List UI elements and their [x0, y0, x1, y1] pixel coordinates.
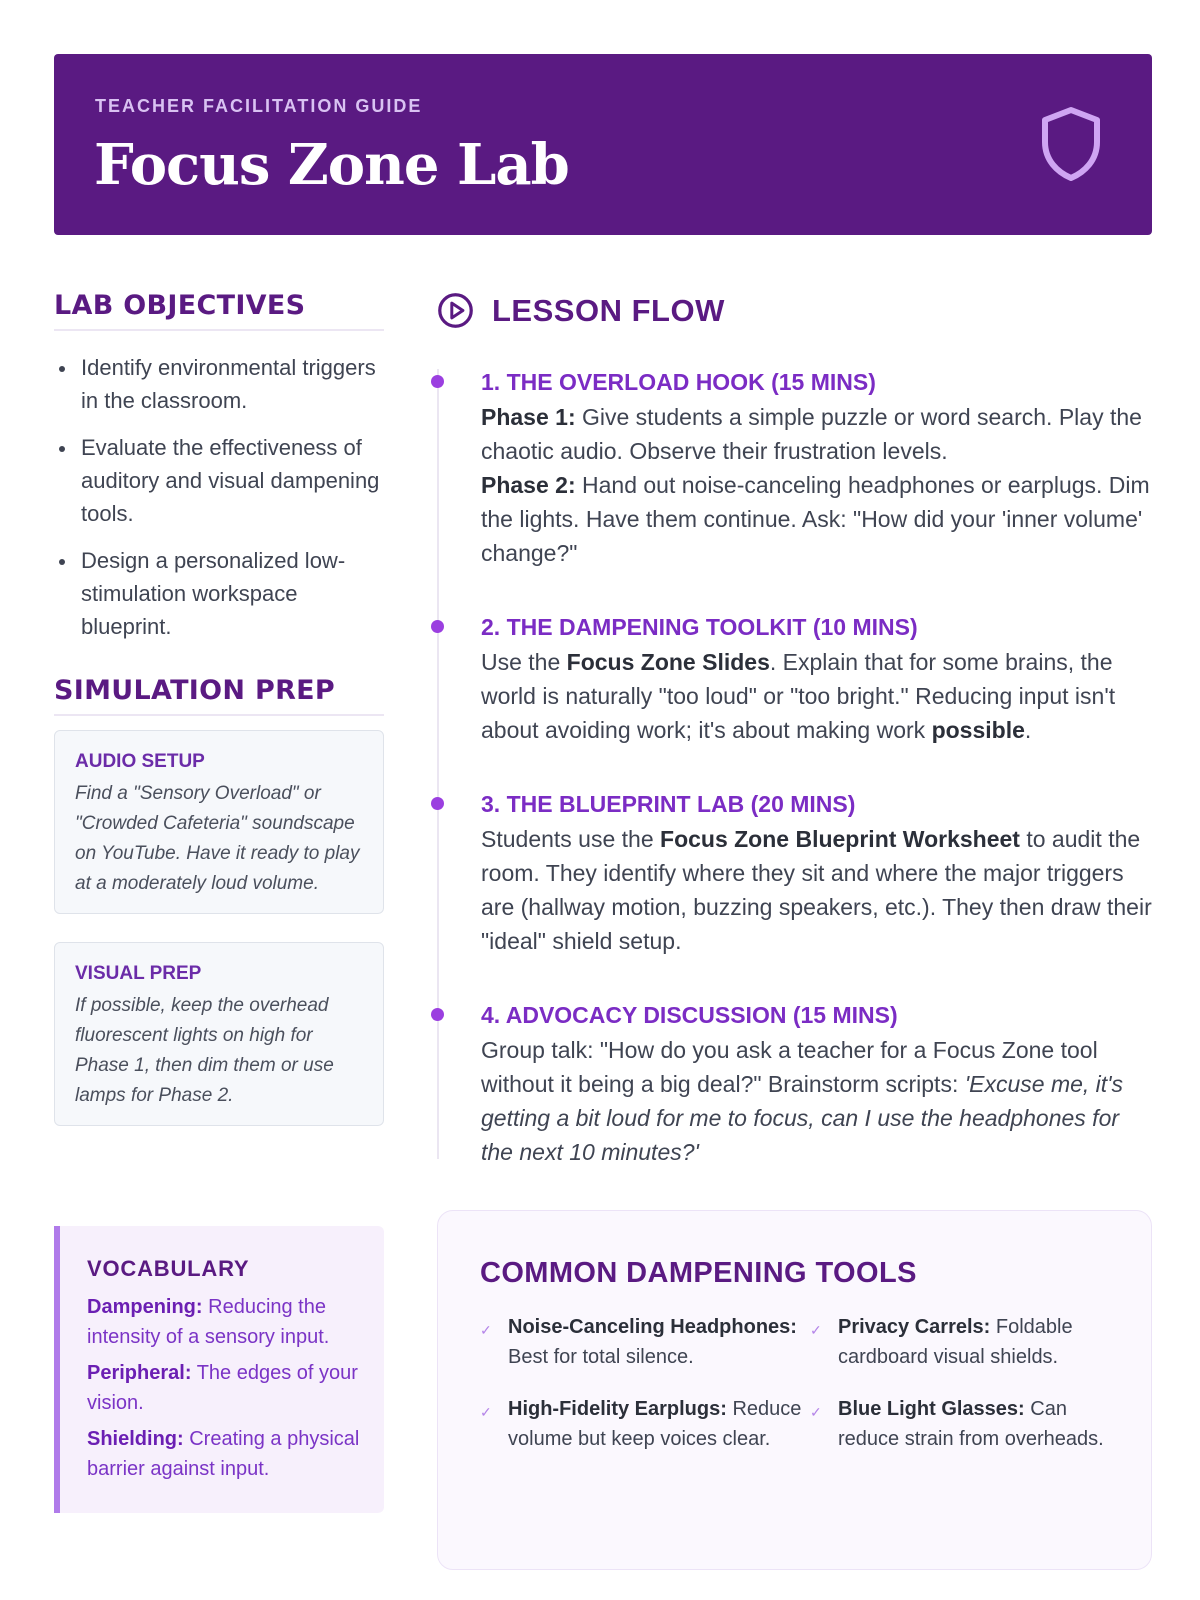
- vocab-item: [87, 1292, 360, 1352]
- vocab-def: Reducing the intensity of a sensory input.: [87, 1296, 330, 1348]
- tool-item: [480, 1394, 810, 1454]
- tools-grid: [480, 1312, 1111, 1454]
- vocab-item: [87, 1358, 360, 1418]
- dampening-tools-box: [437, 1210, 1152, 1570]
- card-body: Find a "Sensory Overload" or "Crowded Cafeteria" soundscape on YouTube. Have it ready to play at a moderately loud volume.: [75, 783, 360, 894]
- check-icon: ✓: [480, 1322, 492, 1338]
- list-item: Design a personalized low-stimulation workspace blueprint.: [54, 544, 384, 643]
- tool-name: Privacy Carrels:: [838, 1316, 991, 1338]
- step-body: [481, 1033, 1152, 1169]
- header-eyebrow: TEACHER FACILITATION GUIDE: [95, 96, 423, 116]
- card-title: AUDIO SETUP: [75, 751, 205, 772]
- vocab-def: The edges of your vision.: [87, 1362, 358, 1414]
- prep-heading: SIMULATION PREP: [54, 675, 384, 716]
- tool-desc: Best for total silence.: [508, 1346, 694, 1368]
- shield-icon: [1039, 106, 1103, 182]
- step-text: Students use the: [481, 826, 661, 852]
- step-body: [481, 822, 1152, 958]
- tool-desc: Foldable cardboard visual shields.: [838, 1316, 1073, 1368]
- objectives-heading: LAB OBJECTIVES: [54, 290, 384, 331]
- lesson-flow-header: [437, 292, 1152, 329]
- step-text: Use the: [481, 649, 567, 675]
- tools-heading: COMMON DAMPENING TOOLS: [480, 1257, 917, 1289]
- objectives-list: [54, 351, 384, 643]
- play-circle-icon: [437, 292, 474, 329]
- lesson-flow-heading: LESSON FLOW: [492, 292, 725, 328]
- visual-prep-card: [54, 942, 384, 1126]
- tool-item: [810, 1312, 1120, 1372]
- vocab-def: Creating a physical barrier against input.: [87, 1428, 360, 1480]
- tool-desc: Reduce volume but keep voices clear.: [508, 1398, 802, 1450]
- step-body: [481, 400, 1152, 570]
- step-emphasis: Focus Zone Slides: [566, 649, 770, 675]
- right-column: [437, 292, 1152, 1213]
- vocabulary-heading: VOCABULARY: [87, 1256, 250, 1281]
- tool-name: Noise-Canceling Headphones:: [508, 1316, 797, 1338]
- timeline-dot: [431, 797, 444, 810]
- lesson-timeline: [437, 369, 1152, 1169]
- phase-label: Phase 2:: [481, 472, 576, 498]
- phase-text: Hand out noise-canceling headphones or earplugs. Dim the lights. Have them continue. Ask: "How did your 'inner volume' change?": [481, 472, 1150, 566]
- timeline-step: [437, 1002, 1152, 1169]
- check-icon: ✓: [810, 1404, 822, 1420]
- timeline-step: [437, 369, 1152, 570]
- left-column: [54, 290, 384, 1126]
- timeline-step: [437, 614, 1152, 747]
- step-text: . Explain that for some brains, the world is naturally "too loud" or "too bright." Reducing input isn't about avoiding work; it's about making work: [481, 649, 1116, 743]
- tool-desc: Can reduce strain from overheads.: [838, 1398, 1104, 1450]
- audio-setup-card: [54, 730, 384, 914]
- header-banner: [54, 54, 1152, 235]
- step-text: .: [1024, 717, 1032, 743]
- step-emphasis: possible: [931, 717, 1025, 743]
- step-text: to audit the room. They identify where they sit and where the major triggers are (hallway motion, buzzing speakers, etc.). They then draw their "ideal" shield setup.: [481, 826, 1152, 954]
- check-icon: ✓: [810, 1322, 822, 1338]
- timeline-step: [437, 791, 1152, 958]
- vocab-item: [87, 1424, 360, 1484]
- tool-name: Blue Light Glasses:: [838, 1398, 1025, 1420]
- step-title: 1. THE OVERLOAD HOOK (15 MINS): [481, 369, 876, 395]
- page-title: Focus Zone Lab: [94, 132, 569, 198]
- step-body: [481, 645, 1152, 747]
- tool-item: [480, 1312, 810, 1372]
- step-title: 2. THE DAMPENING TOOLKIT (10 MINS): [481, 614, 918, 640]
- timeline-dot: [431, 375, 444, 388]
- card-title: VISUAL PREP: [75, 963, 202, 984]
- tool-item: [810, 1394, 1120, 1454]
- step-emphasis: Focus Zone Blueprint Worksheet: [660, 826, 1020, 852]
- vocab-term: Shielding:: [87, 1428, 184, 1450]
- step-script: 'Excuse me, it's getting a bit loud for me to focus, can I use the headphones for the next 10 minutes?': [481, 1071, 1124, 1165]
- list-item: Evaluate the effectiveness of auditory and visual dampening tools.: [54, 431, 384, 530]
- timeline-dot: [431, 620, 444, 633]
- step-text: Group talk: "How do you ask a teacher for a Focus Zone tool without it being a big deal?" Brainstorm scripts:: [481, 1037, 1098, 1097]
- vocab-term: Dampening:: [87, 1296, 203, 1318]
- step-title: 3. THE BLUEPRINT LAB (20 MINS): [481, 791, 856, 817]
- step-title: 4. ADVOCACY DISCUSSION (15 MINS): [481, 1002, 898, 1028]
- timeline-dot: [431, 1008, 444, 1021]
- card-body: If possible, keep the overhead fluorescent lights on high for Phase 1, then dim them or use lamps for Phase 2.: [75, 995, 334, 1106]
- list-item: Identify environmental triggers in the classroom.: [54, 351, 384, 417]
- tool-name: High-Fidelity Earplugs:: [508, 1398, 727, 1420]
- phase-label: Phase 1:: [481, 404, 576, 430]
- phase-text: Give students a simple puzzle or word search. Play the chaotic audio. Observe their frustration levels.: [481, 404, 1142, 464]
- vocab-term: Peripheral:: [87, 1362, 192, 1384]
- vocabulary-box: [54, 1226, 384, 1513]
- check-icon: ✓: [480, 1404, 492, 1420]
